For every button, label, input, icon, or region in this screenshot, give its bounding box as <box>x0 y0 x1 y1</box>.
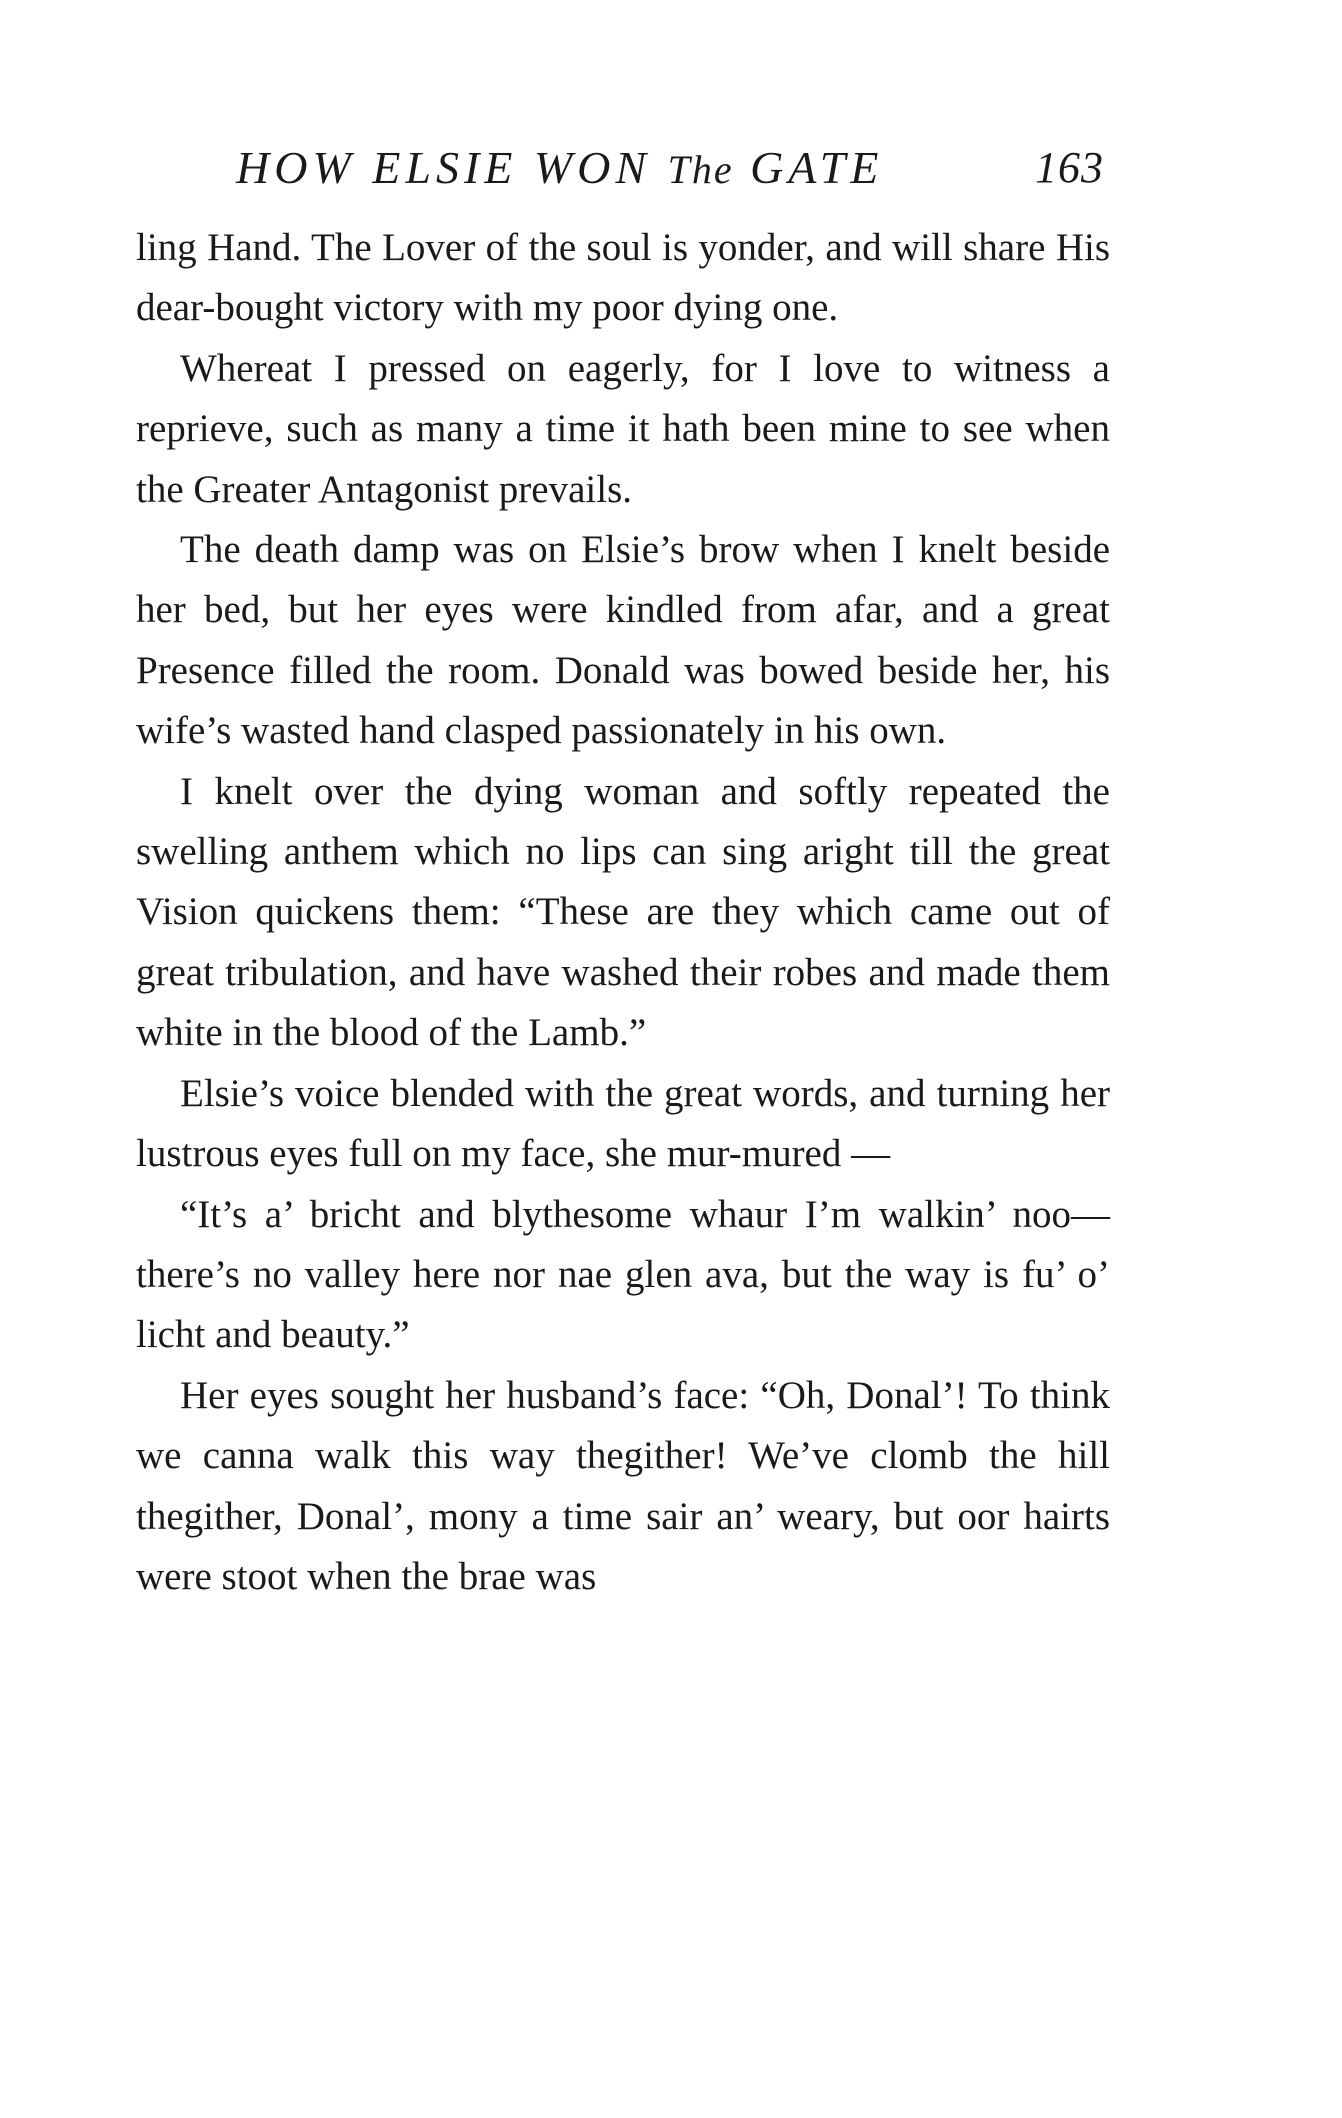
paragraph-4: I knelt over the dying woman and softly repeated the swelling anthem which no lips can sing aright till the great Vision quickens them: “These are they which came out of great tribulation, and have washed their robes and made them white in the blood of the Lamb.” <box>136 769 1110 1055</box>
paragraph-3: The death damp was on Elsie’s brow when I knelt beside her bed, but her eyes were kindled from afar, and a great Presence filled the room. Donald was bowed beside her, his wife’s wasted hand clasped passionately in his own. <box>136 528 1110 753</box>
paragraph-6: “It’s a’ bricht and blythesome whaur I’m walkin’ noo—there’s no valley here nor nae glen ava, but the way is fu’ o’ licht and beauty.” <box>136 1192 1110 1357</box>
page-number: 163 <box>1035 143 1104 192</box>
paragraph-2: Whereat I pressed on eagerly, for I love to witness a reprieve, such as many a time it hath been mine to see when the Greater Antagonist prevails. <box>136 346 1110 511</box>
running-title <box>236 138 883 200</box>
running-head <box>198 138 1104 198</box>
paragraph-5: Elsie’s voice blended with the great words, and turning her lustrous eyes full on my face, she mur-mured — <box>136 1071 1110 1176</box>
body-text <box>136 218 1110 1607</box>
running-title-main: HOW ELSIE WON <box>236 142 652 193</box>
paragraph-1: ling Hand. The Lover of the soul is yonder, and will share His dear-bought victory with my poor dying one. <box>136 226 1110 330</box>
running-title-the: The <box>667 147 734 192</box>
paragraph-7: Her eyes sought her husband’s face: “Oh, Donal’! To think we canna walk this way thegither! We’ve clomb the hill thegither, Donal’, mony a time sair an’ weary, but oor hairts were stoot when the brae was <box>136 1373 1110 1598</box>
running-title-end: GATE <box>750 142 884 193</box>
